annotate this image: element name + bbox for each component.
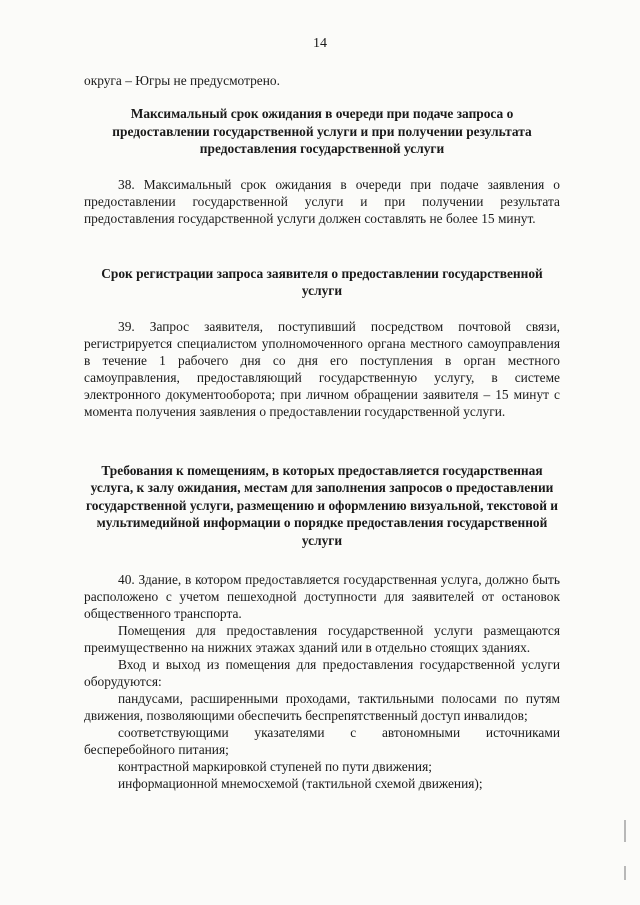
page-content [84,72,560,792]
list-item-contrast-marking: контрастной маркировкой ступеней по пути движения; [118,759,432,774]
scan-edge-mark [624,866,626,880]
list-item-mnemonic-scheme: информационной мнемосхемой (тактильной схемой движения); [118,776,483,791]
list-item-signs: соответствующими указателями с автономными источниками бесперебойного питания; [84,725,560,757]
paragraph-39: 39. Запрос заявителя, поступивший посредством почтовой связи, регистрируется специалистом уполномоченного органа местного самоуправления в течение 1 рабочего дня со дня его поступления в орган местного самоуправления, предоставляющий государственную услугу, в системе электронного документооборота; при личном обращении заявителя – 15 минут с момента получения заявления о предоставлении государственной услуги. [84,318,560,419]
paragraph-40: 40. Здание, в котором предоставляется государственная услуга, должно быть расположено с учетом пешеходной доступности для заявителей от остановок общественного транспорта. [84,572,560,621]
intro-text: округа – Югры не предусмотрено. [84,73,280,88]
paragraph-rooms: Помещения для предоставления государственной услуги размещаются преимущественно на нижних этажах зданий или в отдельно стоящих зданиях. [84,623,560,655]
heading-request-registration: Срок регистрации запроса заявителя о предоставлении государственной услуги [101,265,543,298]
heading-premises-requirements: Требования к помещениям, в которых предоставляется государственная услуга, к залу ожидания, местам для заполнения запросов о предоставлении государственной услуги, размещению и оформлению визуальной, текстовой и мультимедийной информации о порядке предоставления государственной услуги [85,462,558,548]
heading-queue-wait-time: Максимальный срок ожидания в очереди при подаче запроса о предоставлении государственной услуги и при получении результата предоставления государственной услуги [112,106,532,156]
list-item-ramps: пандусами, расширенными проходами, тактильными полосами по путям движения, позволяющими обеспечить беспрепятственный доступ инвалидов; [84,691,560,723]
scan-edge-mark [624,820,626,842]
page-number: 14 [313,36,327,51]
paragraph-38: 38. Максимальный срок ожидания в очереди при подаче заявления о предоставлении государственной услуги и при получении результата предоставления государственной услуги должен составлять не более 15 минут. [84,176,560,226]
paragraph-entrance: Вход и выход из помещения для предоставления государственной услуги оборудуются: [84,657,560,689]
